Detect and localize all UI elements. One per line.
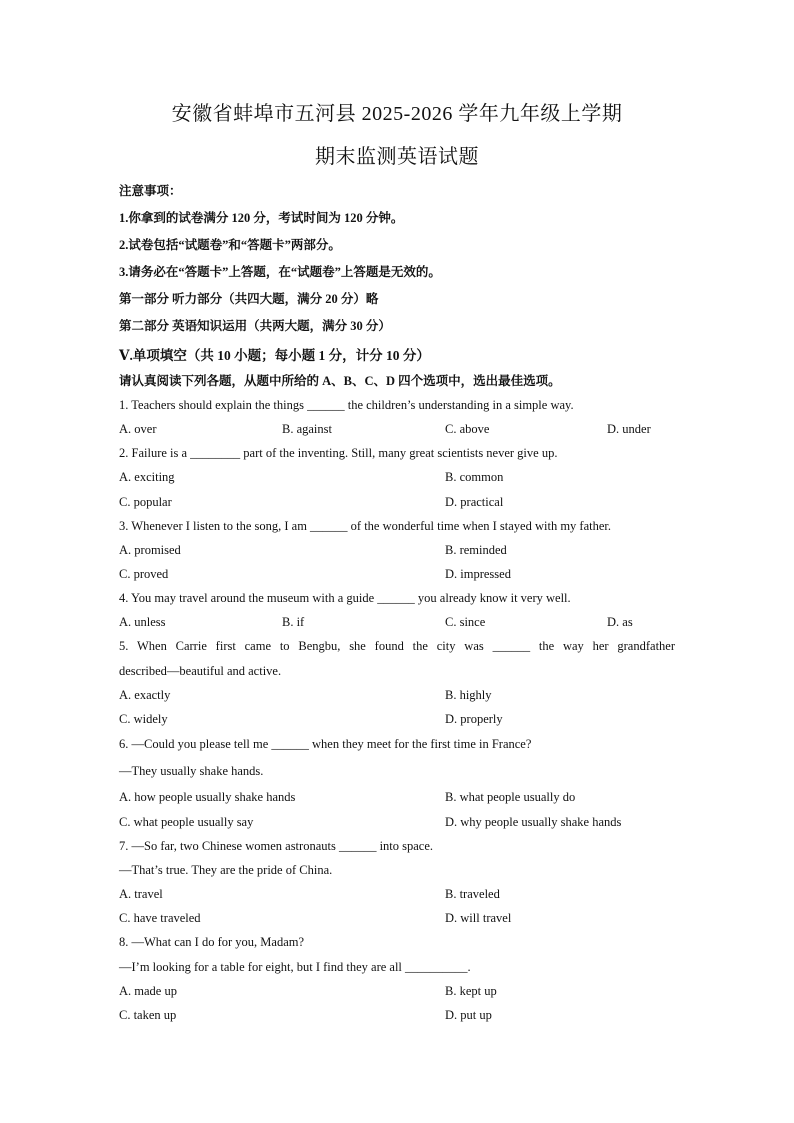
option-b: B. reminded [445, 543, 507, 557]
option-b: B. common [445, 470, 504, 484]
option-d: D. put up [445, 1008, 492, 1022]
question-stem: 4. You may travel around the museum with a guide ______ you already know it very well. [119, 591, 571, 605]
part2-heading: 第二部分 英语知识运用（共两大题，满分 30 分） [119, 319, 391, 333]
option-a: A. exciting [119, 470, 175, 484]
question-stem: 2. Failure is a ________ part of the inventing. Still, many great scientists never give up. [119, 446, 558, 460]
option-d: D. will travel [445, 911, 512, 925]
option-d: D. why people usually shake hands [445, 815, 622, 829]
option-d: D. under [607, 422, 651, 436]
question-reply: —I’m looking for a table for eight, but I find they are all __________. [119, 960, 471, 974]
option-d: D. impressed [445, 567, 511, 581]
option-c: C. taken up [119, 1008, 177, 1022]
option-c: C. since [445, 615, 486, 629]
question-stem: 1. Teachers should explain the things ______ the children’s understanding in a simple way. [119, 398, 574, 412]
question-reply: —That’s true. They are the pride of China. [119, 863, 333, 877]
option-a: A. made up [119, 984, 177, 998]
option-b: B. highly [445, 688, 492, 702]
exam-title-line1: 安徽省蚌埠市五河县 2025-2026 学年九年级上学期 [171, 103, 623, 125]
notes-item: 2.试卷包括“试题卷”和“答题卡”两部分。 [119, 238, 341, 252]
option-d: D. properly [445, 712, 503, 726]
notes-heading: 注意事项： [119, 184, 182, 198]
option-a: A. exactly [119, 688, 171, 702]
option-d: D. practical [445, 495, 504, 509]
option-c: C. above [445, 422, 490, 436]
option-b: B. if [282, 615, 305, 629]
option-c: C. proved [119, 567, 169, 581]
notes-item: 3.请务必在“答题卡”上答题，在“试题卷”上答题是无效的。 [119, 265, 441, 279]
option-a: A. promised [119, 543, 181, 557]
question-stem: 3. Whenever I listen to the song, I am ______ of the wonderful time when I stayed with my father. [119, 519, 612, 533]
question-stem: 6. —Could you please tell me ______ when they meet for the first time in France? [119, 737, 532, 751]
option-b: B. against [282, 422, 332, 436]
notes-item: 1.你拿到的试卷满分 120 分，考试时间为 120 分钟。 [119, 211, 404, 225]
option-b: B. traveled [445, 887, 500, 901]
section-instruction: 请认真阅读下列各题，从题中所给的 A、B、C、D 四个选项中，选出最佳选项。 [119, 374, 561, 388]
part1-heading: 第一部分 听力部分（共四大题，满分 20 分）略 [119, 292, 379, 306]
question-stem: 7. —So far, two Chinese women astronauts ______ into space. [119, 839, 434, 853]
option-c: C. what people usually say [119, 815, 254, 829]
question-stem-continued: described—beautiful and active. [119, 664, 282, 678]
option-b: B. what people usually do [445, 790, 576, 804]
option-c: C. popular [119, 495, 172, 509]
question-stem: 5. When Carrie first came to Bengbu, she found the city was ______ the way her grandfather [119, 639, 675, 653]
option-a: A. unless [119, 615, 166, 629]
option-a: A. how people usually shake hands [119, 790, 296, 804]
option-c: C. widely [119, 712, 168, 726]
option-a: A. over [119, 422, 157, 436]
question-reply: —They usually shake hands. [119, 764, 264, 778]
option-d: D. as [607, 615, 633, 629]
question-stem: 8. —What can I do for you, Madam? [119, 935, 305, 949]
section5-heading: Ⅴ.单项填空（共 10 小题；每小题 1 分，计分 10 分） [119, 348, 430, 363]
option-a: A. travel [119, 887, 163, 901]
exam-title-line2: 期末监测英语试题 [315, 146, 479, 168]
option-c: C. have traveled [119, 911, 201, 925]
option-b: B. kept up [445, 984, 497, 998]
